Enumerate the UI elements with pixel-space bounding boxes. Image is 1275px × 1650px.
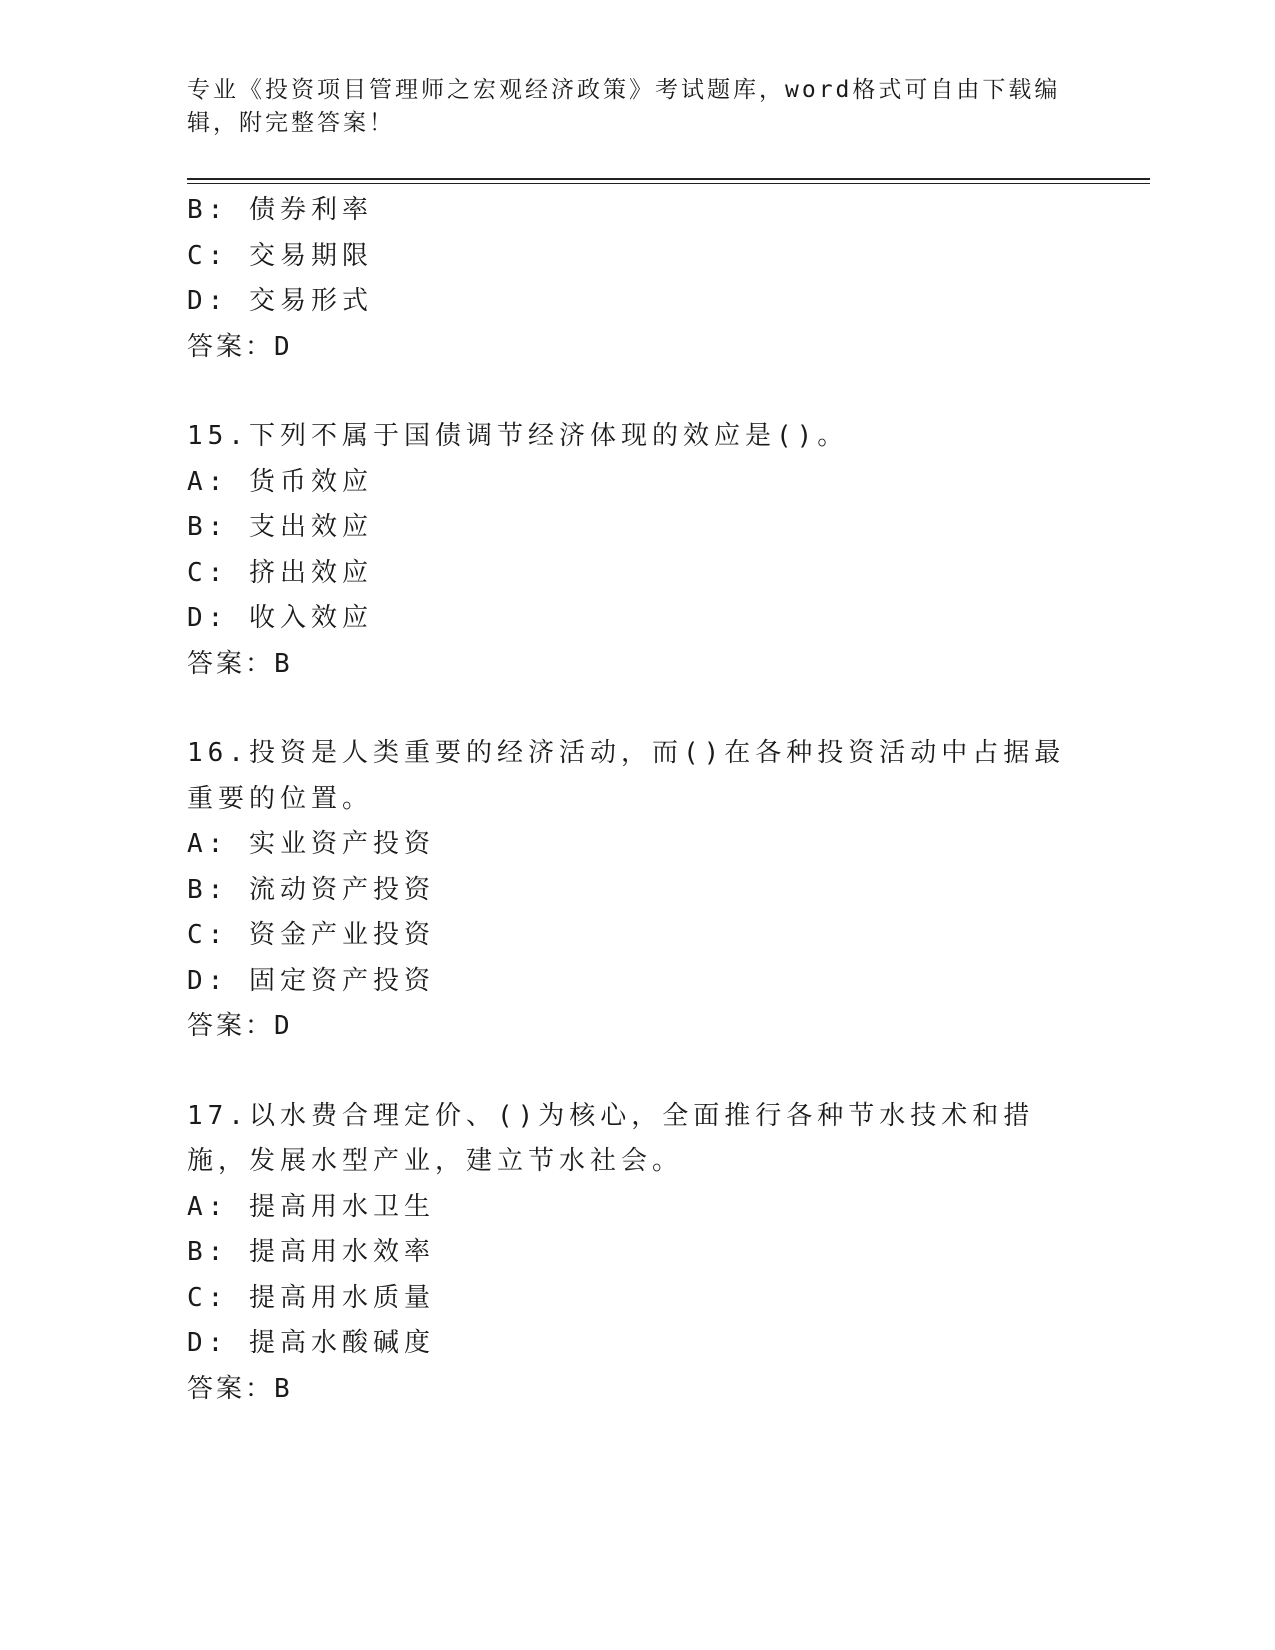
document-header: 专业《投资项目管理师之宏观经济政策》考试题库，word格式可自由下载编辑，附完整答案！ (187, 77, 1061, 136)
option-d: D: 固定资产投资 (187, 965, 435, 996)
option-a: A: 提高用水卫生 (187, 1191, 435, 1222)
option-d: D: 提高水酸碱度 (187, 1328, 435, 1358)
question-text: 15.下列不属于国债调节经济体现的效应是()。 (187, 421, 849, 451)
spacer (187, 370, 1087, 414)
question-17 (187, 1094, 1087, 1413)
option-d: D: 收入效应 (187, 603, 373, 633)
answer: 答案：D (187, 1011, 293, 1041)
option-a: A: 实业资产投资 (187, 829, 435, 859)
header-divider-thin (187, 183, 1150, 184)
answer: 答案：B (187, 648, 293, 679)
option-b: B: 支出效应 (187, 512, 373, 542)
option-d: D: 交易形式 (187, 286, 373, 316)
option-c: C: 交易期限 (187, 240, 373, 271)
question-16 (187, 731, 1087, 1050)
option-c: C: 挤出效应 (187, 557, 373, 588)
question-15 (187, 414, 1087, 687)
option-c: C: 提高用水质量 (187, 1282, 435, 1313)
option-b: B: 债券利率 (187, 195, 373, 225)
option-a: A: 货币效应 (187, 466, 373, 497)
answer: 答案：B (187, 1373, 293, 1404)
option-c: C: 资金产业投资 (187, 920, 435, 950)
option-b: B: 提高用水效率 (187, 1237, 435, 1267)
spacer (187, 687, 1087, 731)
question-text: 16.投资是人类重要的经济活动，而()在各种投资活动中占据最重要的位置。 (187, 738, 1066, 814)
header-divider-thick (187, 178, 1150, 180)
option-b: B: 流动资产投资 (187, 874, 435, 905)
question-text: 17.以水费合理定价、()为核心，全面推行各种节水技术和措施，发展水型产业，建立节水社会。 (187, 1100, 1035, 1176)
answer: 答案：D (187, 331, 293, 362)
question-fragment (187, 188, 1087, 370)
question-list (187, 188, 1087, 1412)
spacer (187, 1050, 1087, 1094)
